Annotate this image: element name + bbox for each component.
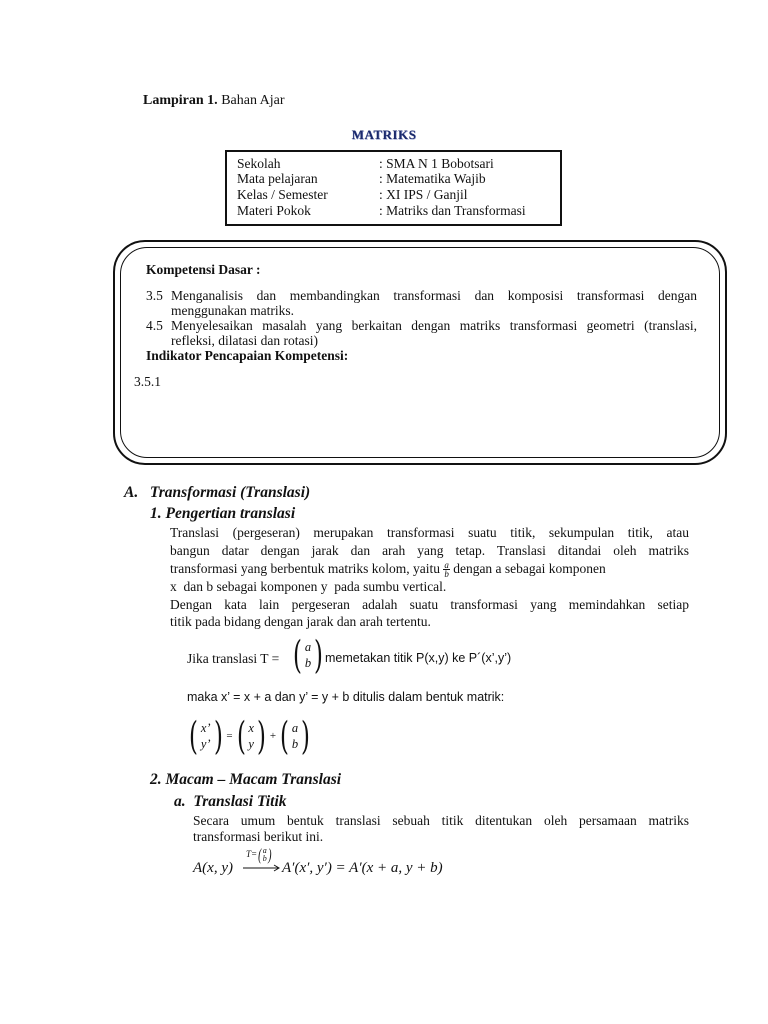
indikator-item: 3.5.1 — [134, 374, 161, 389]
kd-item-text: refleksi, dilatasi dan rotasi) — [171, 333, 318, 348]
paragraph-line — [170, 561, 606, 578]
lampiran-number: Lampiran 1. — [143, 93, 218, 108]
left-paren-icon: ( — [279, 714, 289, 758]
matrix-entry: y’ — [200, 737, 211, 751]
arrow-label — [246, 845, 272, 865]
kd-heading: Kompetensi Dasar : — [146, 262, 261, 277]
translation-matrix — [290, 633, 326, 677]
matrix-column — [305, 639, 311, 671]
fraction-numerator: a — [444, 560, 449, 571]
kd-item-number: 3.5 — [146, 288, 163, 303]
right-paren-icon: ) — [213, 714, 223, 758]
paragraph-line: Dengan kata lain pergeseran adalah suatu transformasi yang memindahkan setiap — [170, 597, 689, 612]
equation-line: maka x’ = x + a dan y’ = y + b ditulis dalam bentuk matrik: — [187, 690, 505, 704]
kd-item-number: 4.5 — [146, 318, 163, 333]
info-label: Sekolah — [237, 156, 281, 171]
paragraph-line: Secara umum bentuk translasi sebuah titik ditentukan oleh persamaan matriks — [193, 813, 689, 828]
info-box — [225, 150, 562, 226]
paragraph-line: transformasi berikut ini. — [193, 829, 324, 844]
section-heading: A. Transformasi (Translasi) — [124, 484, 311, 501]
left-paren-icon: ( — [258, 845, 262, 864]
matrix-column — [248, 720, 254, 752]
right-arrow-icon — [242, 864, 282, 872]
right-paren-icon: ) — [256, 714, 266, 758]
right-paren-icon: ) — [314, 633, 323, 677]
right-paren-icon: ) — [301, 714, 310, 758]
plus-sign: + — [269, 730, 277, 742]
paragraph-line: titik pada bidang dengan jarak dan arah tertentu. — [170, 614, 431, 629]
formula-right: A′(x′, y′) = A′(x + a, y + b) — [282, 860, 443, 876]
matrix-equation — [186, 714, 313, 758]
paragraph-text: transformasi yang berbentuk matriks kolom, yaitu — [170, 561, 440, 576]
lampiran-text: Bahan Ajar — [221, 93, 285, 108]
arrow-matrix — [263, 847, 267, 863]
matrix-column — [292, 720, 298, 752]
page-title: MATRIKS — [351, 127, 417, 142]
matrix-entry: a — [262, 846, 267, 855]
paragraph-text: dengan a sebagai komponen — [453, 561, 606, 576]
equation-prefix: Jika translasi T = — [187, 651, 280, 666]
kd-item-text: Menganalisis dan membandingkan transformasi dan komposisi transformasi dengan — [171, 288, 697, 303]
subsubsection-heading: a. Translasi Titik — [174, 793, 287, 810]
left-paren-icon: ( — [188, 714, 198, 758]
equals-sign: = — [226, 730, 233, 742]
right-paren-icon: ) — [267, 845, 272, 864]
matrix-entry: b — [291, 737, 299, 751]
fraction-denominator: b — [444, 569, 449, 580]
matrix-entry: b — [262, 854, 267, 863]
matrix-entry: a — [304, 640, 312, 654]
subsection-heading: 1. Pengertian translasi — [150, 505, 296, 522]
info-value: : Matriks dan Transformasi — [379, 203, 526, 218]
kd-item-text: menggunakan matriks. — [171, 303, 294, 318]
paragraph-line: bangun datar dengan jarak dan arah yang tetap. Translasi ditandai oleh matriks — [170, 543, 689, 558]
paragraph-line: x dan b sebagai komponen y pada sumbu vertical. — [170, 579, 447, 594]
lampiran-label — [143, 93, 285, 109]
indikator-heading: Indikator Pencapaian Kompetensi: — [146, 348, 349, 363]
info-label: Kelas / Semester — [237, 187, 328, 202]
info-value: : Matematika Wajib — [379, 171, 486, 186]
matrix-entry: x — [248, 721, 254, 735]
info-label: Mata pelajaran — [237, 171, 318, 186]
arrow-label-text: T= — [246, 849, 258, 860]
formula-left: A(x, y) — [193, 860, 233, 876]
fraction-a-b — [443, 561, 450, 578]
left-paren-icon: ( — [236, 714, 246, 758]
matrix-entry: b — [304, 656, 312, 670]
left-paren-icon: ( — [292, 633, 302, 677]
info-value: : SMA N 1 Bobotsari — [379, 156, 494, 171]
info-value: : XI IPS / Ganjil — [379, 187, 468, 202]
matrix-entry: y — [248, 737, 254, 751]
paragraph-line: Translasi (pergeseran) merupakan transformasi suatu titik, sekumpulan titik, atau — [170, 525, 689, 540]
kd-item-text: Menyelesaikan masalah yang berkaitan dengan matriks transformasi geometri (translasi, — [171, 318, 697, 333]
info-label: Materi Pokok — [237, 203, 311, 218]
matrix-column — [201, 720, 211, 752]
matrix-entry: x’ — [200, 721, 211, 735]
equation-suffix: memetakan titik P(x,y) ke P´(x’,y’) — [325, 651, 512, 665]
formula-arrow — [242, 845, 282, 875]
subsection-heading: 2. Macam – Macam Translasi — [150, 771, 342, 788]
matrix-entry: a — [291, 721, 299, 735]
